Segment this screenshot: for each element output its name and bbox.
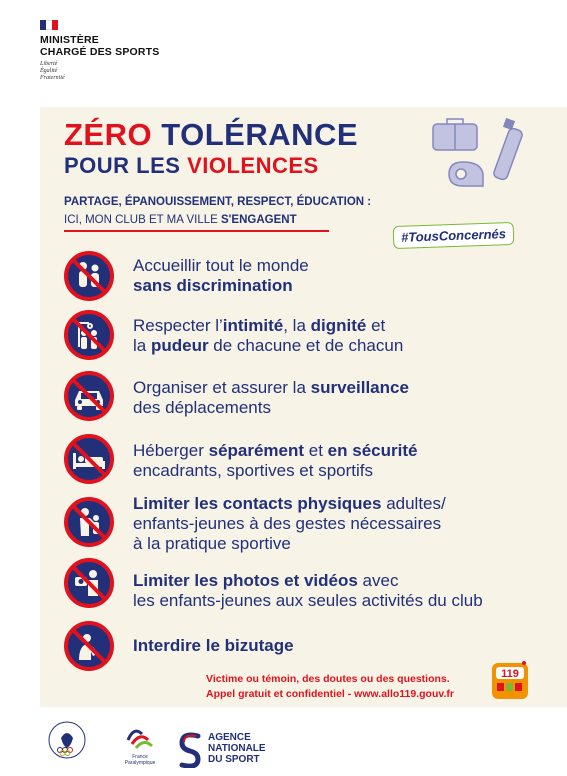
photo-camera-icon (63, 557, 115, 609)
rule-text-6 (133, 571, 483, 611)
rule-line: la pudeur de chacune et de chacun (133, 336, 404, 355)
rule-line: les enfants-jeunes aux seules activités du club (133, 591, 483, 610)
allo-119-badge (491, 660, 529, 700)
ministry-logo (40, 20, 190, 82)
title-line1: ZÉRO TOLÉRANCE (64, 117, 359, 152)
rule-line: encadrants, sportives et sportifs (133, 461, 374, 480)
red-underline (64, 230, 329, 232)
title-line2: POUR LES VIOLENCES (64, 153, 319, 178)
france-paralympique-logo (118, 718, 162, 766)
help-text-line1: Victime ou témoin, des doutes ou des questions. (206, 673, 450, 685)
rule-line: Interdire le bizutage (133, 636, 294, 655)
ministry-name-line2: CHARGÉ DES SPORTS (40, 46, 160, 58)
no-discrimination-icon (63, 250, 115, 302)
cnosf-logo (45, 718, 89, 766)
car-transport-icon (63, 370, 115, 422)
rule-line: Organiser et assurer la surveillance (133, 378, 409, 397)
rule-line: à la pratique sportive (133, 534, 291, 553)
rule-text-3 (133, 378, 409, 418)
svg-text:France: France (132, 754, 148, 760)
svg-text:119: 119 (501, 668, 519, 680)
bed-accommodation-icon (63, 433, 115, 485)
rule-line: Respecter l’intimité, la dignité et (133, 316, 386, 335)
values-subtitle: PARTAGE, ÉPANOUISSEMENT, RESPECT, ÉDUCATION : (64, 196, 372, 208)
rule-line: Accueillir tout le monde (133, 256, 309, 275)
ministry-name-line1: MINISTÈRE (40, 34, 99, 46)
hashtag-badge: #TousConcernés (393, 222, 515, 249)
rule-line: sans discrimination (133, 276, 293, 295)
engagement-subtitle: ICI, MON CLUB ET MA VILLE S'ENGAGENT (64, 214, 297, 226)
ans-wordmark: AGENCE NATIONALE DU SPORT (208, 732, 266, 765)
rule-line: Héberger séparément et en sécurité (133, 441, 418, 460)
rule-line: Limiter les photos et vidéos avec (133, 571, 399, 590)
french-flag-icon (40, 20, 58, 30)
shower-privacy-icon (63, 309, 115, 361)
agence-nationale-du-sport-icon (176, 730, 204, 768)
rule-text-5 (133, 494, 446, 554)
physical-contact-icon (63, 496, 115, 548)
rule-text-7 (133, 636, 294, 656)
rule-line: enfants-jeunes à des gestes nécessaires (133, 514, 442, 533)
rule-line: des déplacements (133, 398, 271, 417)
no-hazing-icon (63, 620, 115, 672)
republic-motto: Liberté Égalité Fraternité (40, 61, 65, 81)
svg-text:Paralympique: Paralympique (124, 760, 156, 766)
help-text-line2: Appel gratuit et confidentiel - www.allo119.gouv.fr (206, 688, 454, 700)
rule-line: Limiter les contacts physiques adultes/ (133, 494, 446, 513)
rule-text-4 (133, 441, 417, 481)
sports-equipment-illustration (425, 116, 535, 196)
rule-text-1 (133, 256, 309, 296)
rule-text-2 (133, 316, 403, 356)
